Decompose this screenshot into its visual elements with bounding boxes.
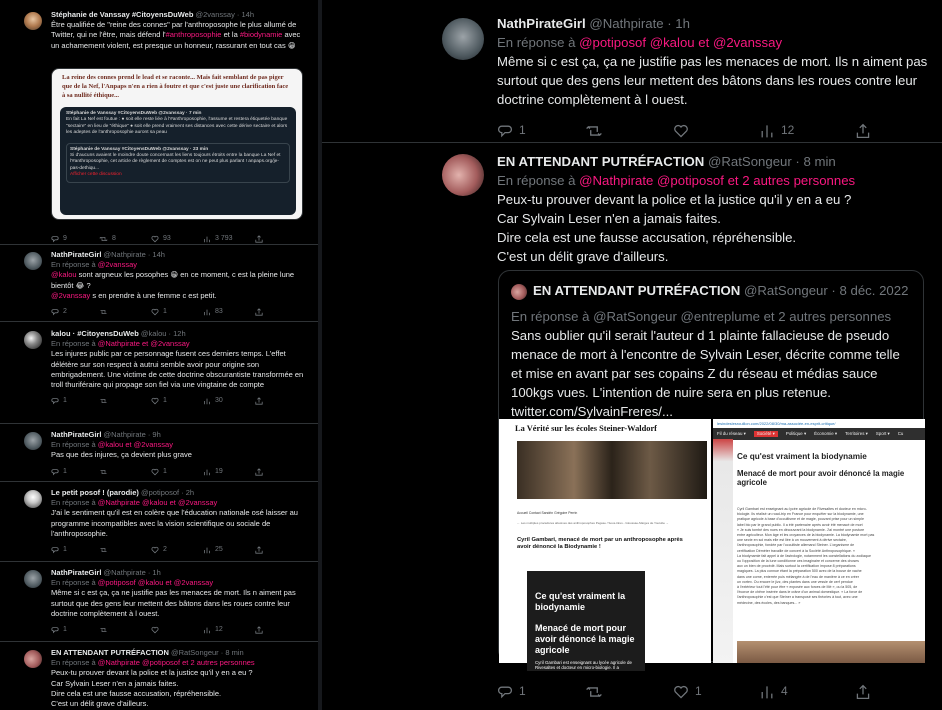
author-handle[interactable]: @2vanssay · 14h — [195, 10, 254, 19]
mention[interactable]: @2vanssay — [51, 290, 91, 300]
retweet-icon — [99, 235, 108, 243]
tweet-line: Car Sylvain Leser n'en a jamais faites. — [497, 211, 721, 226]
views-icon — [203, 546, 211, 554]
reply-prefix: En réponse à — [51, 498, 98, 508]
like-count: 1 — [163, 308, 167, 316]
media2-paragraph-line: label bio par le grand public. Il a été partenaire après avoir été menacé de mort — [737, 522, 863, 527]
author-name[interactable]: NathPirateGirl — [51, 250, 102, 259]
reply-context — [51, 339, 308, 349]
media1-box-subtitle: Menacé de mort pour avoir dénoncé la magie agricole — [535, 623, 635, 655]
avatar[interactable] — [24, 12, 42, 30]
views-button[interactable] — [203, 234, 255, 244]
reply-button[interactable] — [51, 396, 99, 406]
avatar[interactable] — [442, 18, 484, 60]
media2-paragraph-line: certification Déméter travaille de concert à la Société Anthroposophique. » — [737, 548, 855, 553]
tweet-header — [51, 488, 308, 498]
media2-subheading: Menacé de mort pour avoir dénoncé la magie agricole — [737, 469, 905, 487]
right-timeline — [322, 0, 942, 710]
author-name[interactable]: kalou · #CitoyensDuWeb — [51, 329, 139, 338]
like-button[interactable] — [151, 545, 203, 555]
tweet-header — [51, 648, 308, 658]
views-button[interactable] — [203, 625, 255, 635]
retweet-icon — [585, 123, 603, 139]
views-button[interactable] — [203, 545, 255, 555]
reply-count: 1 — [63, 467, 67, 475]
author-name[interactable]: EN ATTENDANT PUTRÉFACTION — [51, 648, 169, 657]
media2-paragraph-line: magiques. La plus connue étant la préparation 500 avec de la bouse de vache — [737, 569, 862, 574]
reply-count: 1 — [63, 546, 67, 554]
views-button[interactable] — [759, 682, 855, 701]
quoted-tweet-body — [511, 307, 913, 421]
views-icon — [203, 468, 211, 476]
tweet-text-part: Être qualifiée de "reine des connes" par l'anthroposophe le plus allumé de Twitter, qui ne l'être, mais défend l' — [51, 20, 297, 40]
share-icon — [255, 626, 263, 634]
like-count: 93 — [163, 235, 171, 242]
tweet-nathpirate-2[interactable] — [0, 430, 318, 485]
left-timeline — [0, 0, 318, 710]
reply-prefix: En réponse à — [51, 578, 98, 588]
show-thread-link: Afficher cette discussion — [70, 172, 122, 178]
heart-icon — [151, 308, 159, 316]
media2-nav-item: Cu — [897, 431, 904, 436]
tweet-actions — [51, 467, 308, 477]
media2-paragraph-line: « Je suis tombé des nues en découvrant la biodynamie. J'ai montré une posture — [737, 527, 865, 532]
heart-icon — [151, 397, 159, 405]
author-handle[interactable]: @potiposof · 2h — [141, 488, 195, 497]
reply-icon — [497, 123, 513, 139]
views-count: 4 — [781, 684, 788, 698]
tweet-line: C'est un délit grave d'ailleurs. — [497, 249, 669, 264]
like-button[interactable] — [151, 396, 203, 406]
tweet-text: Les injures public par ce personnage fusent ces derniers temps. L'effet délétère sur son respect à autrui semble avoir pour origine son embrigadement. Une victime de cette doctrine obscurantiste transformée en troll thuriféraire qui propage son fiel via une vingtaine de compte — [51, 349, 304, 390]
avatar[interactable] — [442, 154, 484, 196]
tweet-line: Dire cela est une fausse accusation, répréhensible. — [51, 688, 222, 698]
retweet-button[interactable] — [585, 121, 673, 140]
media1-box-text: Cyril Gambari est enseignant au lycée agricole de Rivesaltes et docteur en micro-biologie. Il a — [535, 660, 632, 670]
tweet-line: Dire cela est une fausse accusation, répréhensible. — [497, 230, 797, 245]
reply-prefix: En réponse à — [51, 260, 98, 270]
mention[interactable]: @kalou — [51, 270, 77, 280]
media2-paragraph-line: l'anthroposophie, fondée par l'occultiste allemand Steiner. L'organisme de — [737, 543, 855, 548]
reply-button[interactable] — [51, 234, 99, 244]
reply-count: 1 — [63, 626, 67, 634]
author-name[interactable]: NathPirateGirl — [497, 16, 586, 31]
views-button[interactable] — [203, 307, 255, 317]
separator — [0, 423, 318, 424]
reply-button[interactable] — [497, 121, 585, 140]
tweet-text-part: et la — [221, 30, 240, 40]
media2-paragraph-line: biologie. Ils réalisé un road-trip en France pour enquêter sur la biodynamie, une — [737, 512, 864, 517]
share-button[interactable] — [255, 625, 263, 635]
share-icon — [255, 397, 263, 405]
tweet-actions — [51, 545, 308, 555]
author-handle[interactable]: @RatSongeur · 8 min — [171, 648, 244, 657]
reply-icon — [51, 626, 59, 634]
media1-title: La Vérité sur les écoles Steiner-Waldorf — [515, 424, 657, 433]
media-image-1[interactable] — [499, 419, 711, 670]
share-button[interactable] — [255, 307, 263, 317]
media1-box — [527, 571, 645, 671]
reply-prefix: En réponse à — [51, 658, 98, 668]
reply-icon — [51, 397, 59, 405]
like-button[interactable] — [673, 121, 759, 140]
retweet-icon — [99, 308, 108, 316]
author-handle[interactable]: @Nathpirate · 14h — [103, 250, 165, 259]
tweet-header — [51, 10, 308, 20]
tweet-actions — [51, 307, 308, 317]
media1-photo — [517, 441, 707, 499]
heart-icon — [151, 235, 159, 243]
retweet-icon — [99, 397, 108, 405]
quoted-tweet-text: Sans oublier qu'il serait l'auteur d 1 plainte fallacieuse de pseudo menace de mort à l'encontre de Sylvain Leser, décrite comme telle et mise en avant par ses copains Z du réseau et médias sauce 100kgs vues. L'intention de nuire sera en plus retenue. twitter.com/SylvainFreres/... — [511, 328, 900, 419]
media2-paragraph-line: l'anthroposophie c'est que Steiner a transposé ses théories à tout, avec une — [737, 595, 858, 600]
tweet-potiposof[interactable] — [0, 488, 318, 562]
like-count: 1 — [695, 684, 702, 698]
media1-headline: Cyril Gambari, menacé de mort par un anthroposophe après avoir dénoncé la Biodynamie ! — [517, 537, 683, 550]
reply-context — [497, 171, 928, 190]
reply-mentions[interactable]: @potiposof @kalou et @2vanssay — [579, 35, 783, 50]
reply-button[interactable] — [51, 467, 99, 477]
reply-button[interactable] — [51, 545, 99, 555]
separator — [0, 561, 318, 562]
share-icon — [855, 123, 871, 139]
media2-paragraph-line: l'écorce de chêne insérée dans le crâne d'un animal domestique. « La force de — [737, 590, 863, 595]
views-count: 83 — [215, 308, 223, 316]
retweet-count: 8 — [112, 235, 116, 242]
heart-icon — [673, 684, 689, 700]
media1-menu: Accueil Contact Sandrin Grégoire Perrin — [517, 511, 578, 515]
avatar[interactable] — [511, 284, 527, 300]
share-icon — [855, 684, 871, 700]
quoted-author-handle[interactable]: @RatSongeur · 8 déc. 2022 — [744, 283, 909, 298]
reply-button[interactable] — [51, 307, 99, 317]
tweet-actions — [51, 396, 308, 406]
media2-paragraph-line: dans une corne, enterrée puis mélangée à de l'eau de manière à ce en créer — [737, 574, 859, 579]
reply-mentions[interactable]: @kalou et @2vanssay — [97, 440, 173, 450]
reply-mentions[interactable]: @Nathpirate @potiposof et 2 autres personnes — [97, 658, 255, 668]
tweet-line: Peux-tu prouver devant la police et la justice qu'il y en a eu ? — [497, 192, 852, 207]
views-count: 30 — [215, 397, 223, 405]
reply-button[interactable] — [497, 682, 585, 701]
author-handle[interactable]: @Nathpirate · 9h — [103, 430, 161, 439]
views-button[interactable] — [759, 121, 855, 140]
separator — [0, 244, 318, 245]
like-button[interactable] — [151, 467, 203, 477]
media2-paragraph-line: pratique agricole à base d'occultisme et de magie, pouvant prise pour un simple — [737, 517, 864, 522]
reply-count: 1 — [63, 397, 67, 405]
quoted-reply-context: En réponse à @RatSongeur @entreplume et 2 autres personnes — [511, 309, 892, 324]
reply-button[interactable] — [51, 625, 99, 635]
tweet-text: Même si c est ça, ça ne justifie pas les menaces de mort. Ils n aiment pas surtout que des gens leur mettent des bâtons dans les roues contre leur doctrine complètement à l ouest. — [51, 588, 296, 618]
media2-paragraph-line: Cyril Gambari est enseignant au lycée agricole de Rivesaltes et docteur en micro- — [737, 507, 867, 511]
views-icon — [759, 684, 775, 700]
quoted-tweet-header — [511, 283, 913, 298]
reply-mentions[interactable]: @Nathpirate @kalou et @2vanssay — [97, 498, 218, 508]
retweet-button[interactable] — [99, 625, 151, 635]
avatar[interactable] — [24, 650, 42, 668]
avatar[interactable] — [24, 331, 42, 349]
tweet-text-part: avec un achamement violent, est presque un honneur, rassurant en tout cas 😁 — [51, 30, 301, 50]
views-count: 3 793 — [215, 235, 233, 242]
share-icon — [255, 546, 263, 554]
retweet-button[interactable] — [99, 396, 151, 406]
tweet-actions — [497, 682, 917, 701]
share-icon — [255, 308, 263, 316]
views-icon — [203, 626, 211, 634]
separator — [0, 481, 318, 482]
reply-mentions[interactable]: @potiposof @kalou et @2vanssay — [97, 578, 214, 588]
tweet-actions — [51, 234, 291, 244]
media1-box-title: Ce qu'est vraiment la biodynamie — [535, 591, 626, 612]
reply-icon — [51, 308, 59, 316]
media2-nav-item: Territoires ▾ — [845, 431, 868, 436]
hashtag-anthroposophie[interactable]: #anthroposophie — [165, 30, 222, 40]
views-icon — [203, 308, 211, 316]
views-icon — [203, 397, 211, 405]
retweet-icon — [99, 468, 108, 476]
tweet-header — [51, 250, 308, 260]
screenshot-caption: La reine des connes prend le lead et se raconte... Mais fait semblant de pas piger que de la Nef, l'Anpaps n'en a rien à foutre et que c'est juste une clarification face à sa nullité éthique... — [62, 74, 289, 99]
embedded-tweet — [60, 107, 296, 215]
retweet-icon — [99, 546, 108, 554]
separator — [0, 321, 318, 322]
media2-nav-item: Fil du réseau ▾ — [717, 431, 746, 436]
like-button[interactable] — [151, 625, 203, 635]
media-image-2[interactable] — [713, 419, 925, 663]
embedded2-text: Si d'aucuns avaient le moindre doute concernant les liens toujours étroits entre la banque La Nef et l'#anthroposophie, cet article de règlement de comptes est on ne peut plus parlant ! anpaps.org/je-pas-dethiqu... — [70, 153, 281, 171]
tweet-text — [51, 20, 308, 51]
reply-icon — [51, 546, 59, 554]
author-name[interactable]: Le petit posof ! (parodie) — [51, 488, 139, 497]
tweet-text: Même si c est ça, ça ne justifie pas les menaces de mort. Ils n aiment pas surtout que des gens leur mettent des bâtons dans les roues contre leur doctrine complètement à l ouest. — [497, 54, 928, 107]
like-button[interactable] — [151, 307, 203, 317]
reply-count: 2 — [63, 308, 67, 316]
avatar[interactable] — [24, 490, 42, 508]
embedded2-author: Stéphanie de Vanssay #CitoyensDuWeb @2vanssay · 23 min — [70, 146, 209, 152]
embedded-quoted-tweet — [66, 143, 290, 183]
tweet-text-part: s en prendre à une femme c est petit. — [90, 290, 217, 300]
share-button[interactable] — [255, 396, 263, 406]
tweet-line: C'est un délit grave d'ailleurs. — [51, 699, 149, 709]
quoted-author-name[interactable]: EN ATTENDANT PUTRÉFACTION — [533, 283, 741, 298]
views-count: 19 — [215, 467, 223, 475]
retweet-icon — [99, 626, 108, 634]
reply-context — [51, 658, 308, 668]
share-button[interactable] — [255, 234, 263, 244]
media1-breadcrumb: ← Les multiples procédures abusives des anthroposophes Pegase / Sous-titres - Gloussée-Marges de Youtube → — [517, 521, 669, 525]
like-count: 1 — [163, 397, 167, 405]
tweet-text — [51, 270, 308, 301]
views-count: 25 — [215, 546, 223, 554]
like-count: 2 — [163, 546, 167, 554]
author-handle[interactable]: @RatSongeur · 8 min — [708, 154, 836, 169]
reply-icon — [51, 235, 59, 243]
share-button[interactable] — [255, 545, 263, 555]
share-button[interactable] — [255, 467, 263, 477]
media2-paragraph — [737, 507, 909, 606]
media2-nav — [713, 428, 925, 440]
views-button[interactable] — [203, 467, 255, 477]
tweet-header — [51, 430, 308, 440]
views-button[interactable] — [203, 396, 255, 406]
tweet-text — [51, 668, 308, 709]
share-icon — [255, 468, 263, 476]
like-button[interactable] — [151, 234, 203, 244]
views-count: 12 — [781, 123, 795, 137]
tweet-ratsongeur[interactable] — [0, 648, 318, 710]
retweet-icon — [585, 684, 603, 700]
retweet-button[interactable] — [99, 545, 151, 555]
tweet-header — [51, 329, 308, 339]
reply-count: 1 — [519, 684, 526, 698]
media2-side-strip — [713, 439, 733, 663]
media2-url: lesindeslesrouillon.com/2022/08/30/ma-associée-en-esprit-critique/ — [713, 419, 925, 428]
media2-paragraph-line: La biodynamie fait appel à de l'astrologie, notamment les constellations du zodiaque — [737, 553, 871, 558]
author-handle[interactable]: @kalou · 12h — [140, 329, 186, 338]
media2-paragraph-line: un vortex. Ou encore le jizz, des plantes dans une vessie de cerf pendue — [737, 579, 853, 584]
separator — [322, 142, 942, 143]
quoted-media — [499, 419, 925, 670]
reply-prefix: En réponse à — [51, 440, 98, 450]
views-count: 12 — [215, 626, 223, 634]
reply-prefix: En réponse à — [51, 339, 98, 349]
tweet-nathpirate-1[interactable] — [0, 250, 318, 326]
tweet-text-part: sont argneux les posophes 😁 en ce moment, c est la pleine lune bientôt 😂 ? — [51, 270, 295, 290]
tweet-actions — [51, 625, 308, 635]
reply-mentions[interactable]: @2vanssay — [97, 260, 138, 270]
retweet-button[interactable] — [99, 467, 151, 477]
avatar[interactable] — [24, 570, 42, 588]
media2-paragraph-line: à l'extérieur tout l'été pour être « exposée aux forces de Mé », ou la 505, de — [737, 585, 858, 590]
author-handle[interactable]: @Nathpirate · 1h — [103, 568, 161, 577]
hashtag-biodynamie[interactable]: #biodynamie — [239, 30, 283, 40]
heart-icon — [151, 626, 159, 634]
like-count: 1 — [163, 467, 167, 475]
media2-nav-item: Politique ▾ — [785, 431, 807, 436]
tweet-line: Peux-tu prouver devant la police et la justice qu'il y en a eu ? — [51, 668, 253, 678]
heart-icon — [151, 468, 159, 476]
reply-prefix: En réponse à — [497, 35, 580, 50]
share-icon — [255, 235, 263, 243]
retweet-button[interactable] — [99, 234, 151, 244]
tweet-line: Car Sylvain Leser n'en a jamais faites. — [51, 678, 179, 688]
views-icon — [203, 235, 211, 243]
media2-paragraph-line: une secte en soi mais elle est liée à un mouvement à dérive sectaire, — [737, 538, 847, 543]
reply-prefix: En réponse à — [497, 173, 580, 188]
tweet-text — [497, 190, 928, 266]
reply-context — [51, 578, 308, 588]
embedded-text: En fait La Nef est foutue : ● soit elle reste liée à l'#anthroposophie, l'assume et restera étiquetée banque "sectaire" en lieu de "éthique" ● soit elle prend vraiment ses distances avec cette dérive sectaire et alors les adeptes de l'anthroposophie auront sa peau — [66, 117, 288, 136]
share-button[interactable] — [855, 121, 871, 140]
reply-context — [497, 33, 928, 52]
tweet-header — [51, 568, 308, 578]
tweet-stephanie[interactable] — [0, 10, 318, 242]
like-button[interactable] — [673, 682, 759, 701]
reply-count: 9 — [63, 235, 67, 242]
author-name[interactable]: NathPirateGirl — [51, 430, 102, 439]
avatar[interactable] — [24, 432, 42, 450]
reply-icon — [497, 684, 513, 700]
media2-paragraph-line: ou l'opposition de la lune conditionne ces imaginaire et concerne des choses — [737, 559, 859, 564]
author-name[interactable]: NathPirateGirl — [51, 568, 102, 577]
media2-paragraph-line: aux un bien de procédé. Mais surtout la certification impose 8 préparations — [737, 564, 856, 569]
author-handle[interactable]: @Nathpirate · 1h — [589, 16, 690, 31]
media2-paragraph-line: entre agriculteur. Mon âge et les croyances de la biodynamie. La biodynamie mort pas — [737, 533, 875, 538]
reply-mentions[interactable]: @Nathpirate @potiposof et 2 autres personnes — [579, 173, 856, 188]
embedded-screenshot[interactable] — [51, 68, 303, 220]
avatar[interactable] — [24, 252, 42, 270]
embedded-author: Stéphanie de Vanssay #CitoyensDuWeb @2vanssay · 7 min — [66, 111, 202, 116]
tweet-header — [497, 152, 928, 171]
tweet-text: Pas que des injures, ça devient plus grave — [51, 450, 192, 460]
reply-count: 1 — [519, 123, 526, 137]
media2-nav-item: Sport ▾ — [875, 431, 890, 436]
retweet-button[interactable] — [99, 307, 151, 317]
heart-icon — [673, 123, 689, 139]
views-icon — [759, 123, 775, 139]
tweet-header — [497, 14, 928, 33]
share-button[interactable] — [855, 682, 871, 701]
author-name[interactable]: EN ATTENDANT PUTRÉFACTION — [497, 154, 705, 169]
retweet-button[interactable] — [585, 682, 673, 701]
media2-nav-item: Société ▾ — [754, 431, 778, 437]
reply-mentions[interactable]: @Nathpirate et @2vanssay — [97, 339, 190, 349]
heart-icon — [151, 546, 159, 554]
tweet-actions — [497, 121, 928, 140]
reply-context — [51, 440, 308, 450]
reply-context — [51, 260, 308, 270]
tweet-text: J'ai le sentiment qu'il est en colère que l'éducation nationale osé laisser au programme incompatibles avec la vision scientifique ou sociale de l'anthroposophie. — [51, 508, 298, 538]
media2-paragraph-line: médecine, des écoles, des banques... » — [737, 600, 801, 605]
tweet-nathpirate-large[interactable] — [322, 14, 942, 144]
media2-photo — [737, 641, 925, 663]
author-name[interactable]: Stéphanie de Vanssay #CitoyensDuWeb — [51, 10, 194, 19]
quoted-tweet[interactable] — [498, 270, 924, 670]
separator — [0, 641, 318, 642]
reply-context — [51, 498, 308, 508]
tweet-kalou[interactable] — [0, 329, 318, 421]
reply-icon — [51, 468, 59, 476]
media2-nav-item: Économie ▾ — [814, 431, 838, 436]
tweet-nathpirate-3[interactable] — [0, 568, 318, 642]
media2-heading: Ce qu'est vraiment la biodynamie — [737, 452, 867, 461]
